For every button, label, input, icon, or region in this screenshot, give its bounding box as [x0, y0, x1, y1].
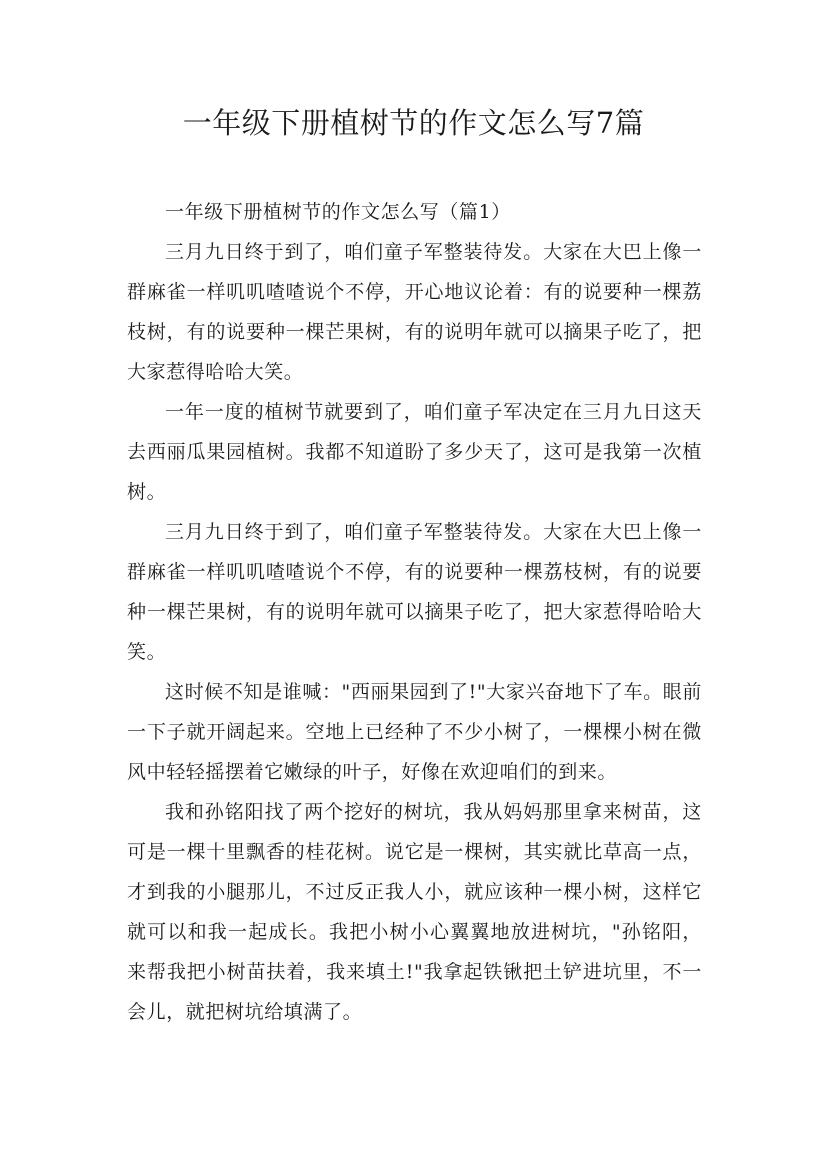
- section-heading: 一年级下册植树节的作文怎么写（篇1）: [165, 201, 511, 223]
- paragraph: 这时候不知是谁喊："西丽果园到了!"大家兴奋地下了车。眼前一下子就开阔起来。空地上已经种了不少小树了，一棵棵小树在微风中轻轻摇摆着它嫩绿的叶子，好像在欢迎咱们的到来。: [127, 681, 702, 783]
- document-title: 一年级下册植树节的作文怎么写7篇: [182, 106, 645, 140]
- paragraph: 三月九日终于到了，咱们童子军整装待发。大家在大巴上像一群麻雀一样叽叽喳喳说个不停，有的说要种一棵荔枝树，有的说要种一棵芒果树，有的说明年就可以摘果子吃了，把大家惹得哈哈大笑。: [127, 521, 702, 663]
- paragraph: 三月九日终于到了，咱们童子军整装待发。大家在大巴上像一群麻雀一样叽叽喳喳说个不停，开心地议论着：有的说要种一棵荔枝树，有的说要种一棵芒果树，有的说明年就可以摘果子吃了，把大家惹得哈哈大笑。: [127, 241, 702, 383]
- document-body: [127, 192, 702, 1032]
- paragraph: 一年一度的植树节就要到了，咱们童子军决定在三月九日这天去西丽瓜果园植树。我都不知道盼了多少天了，这可是我第一次植树。: [127, 401, 702, 503]
- paragraph: 我和孙铭阳找了两个挖好的树坑，我从妈妈那里拿来树苗，这可是一棵十里飘香的桂花树。说它是一棵树，其实就比草高一点，才到我的小腿那儿，不过反正我人小，就应该种一棵小树，这样它就可以和我一起成长。我把小树小心翼翼地放进树坑，"孙铭阳，来帮我把小树苗扶着，我来填土!"我拿起铁锹把土铲进坑里，不一会儿，就把树坑给填满了。: [127, 801, 702, 1023]
